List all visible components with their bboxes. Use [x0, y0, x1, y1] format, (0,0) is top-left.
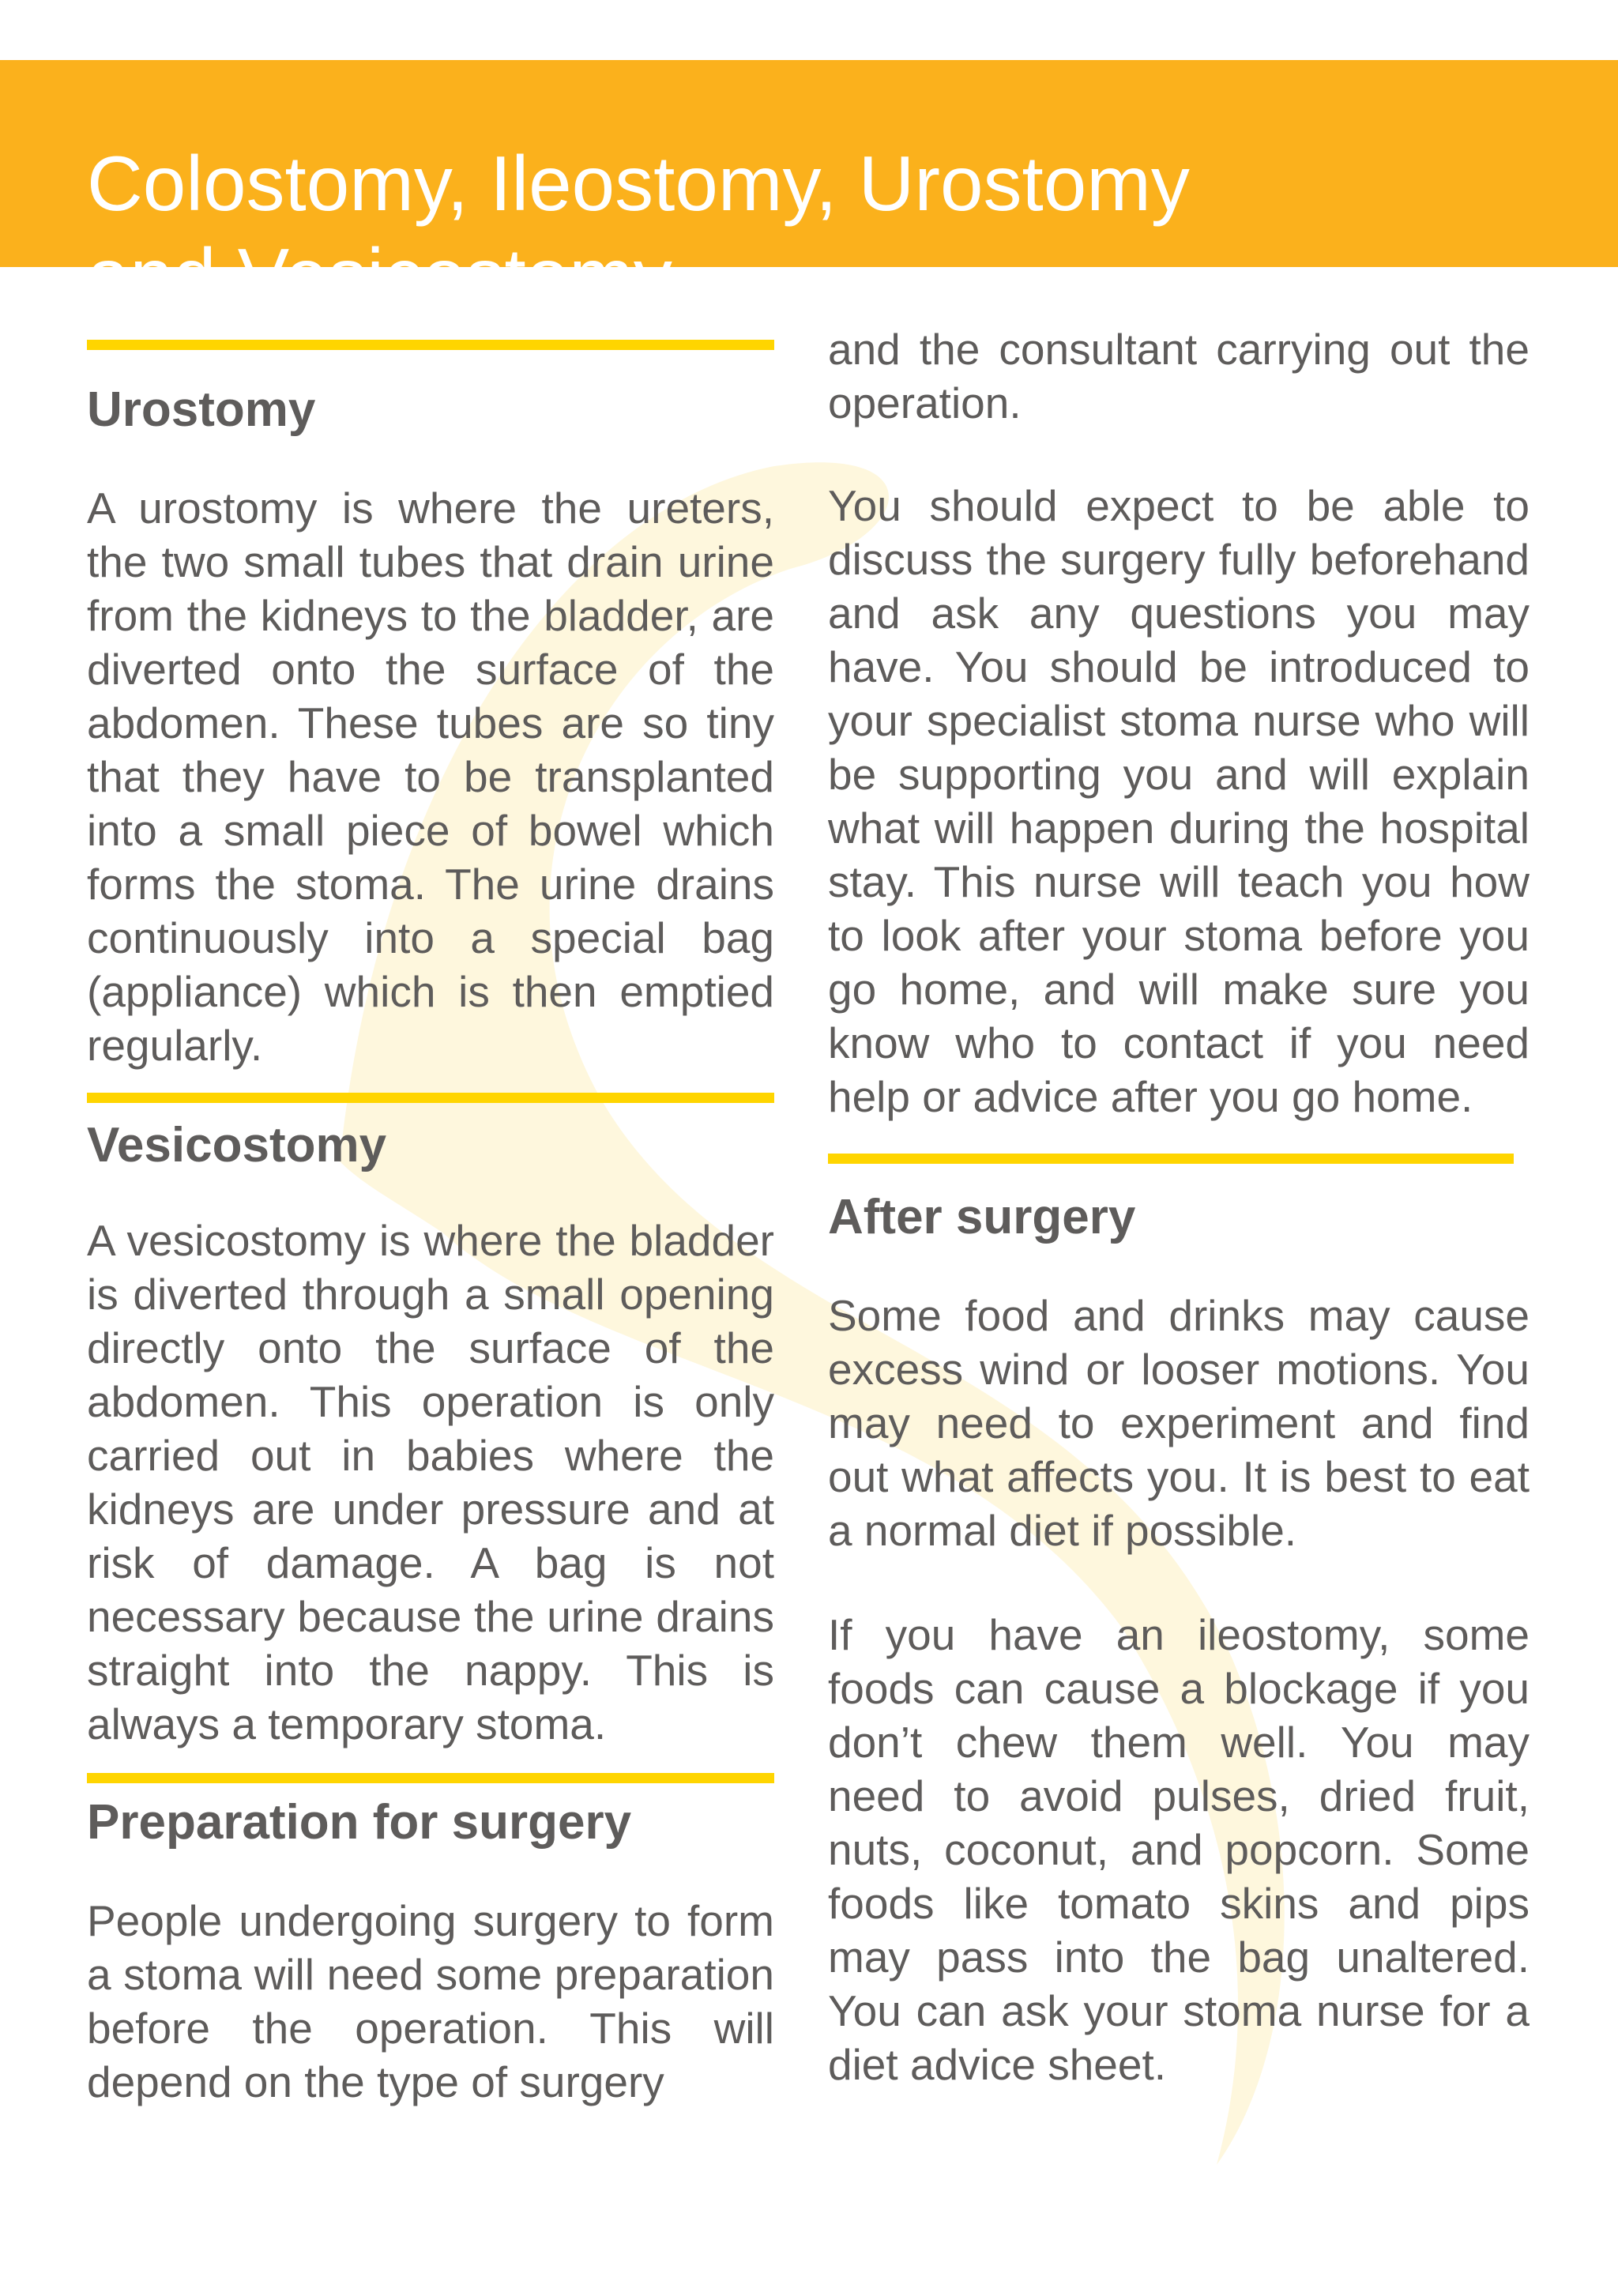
- section-divider: [87, 1093, 774, 1103]
- preparation-continued-paragraph: and the consultant carrying out the operation.: [828, 325, 1530, 427]
- urostomy-heading: Urostomy: [87, 382, 316, 437]
- urostomy-paragraph: A urostomy is where the ureters, the two small tubes that drain urine from the kidneys to the bladder, are diverted onto the surface of the abdomen. These tubes are so tiny that they have to be transplanted into a small piece of bowel which forms the stoma. The urine drains continuously into a special bag (appliance) which is then emptied regularly.: [87, 484, 774, 1070]
- after-surgery-paragraph-2: If you have an ileostomy, some foods can cause a blockage if you don’t chew them well. You may need to avoid pulses, dried fruit, nuts, coconut, and popcorn. Some foods like tomato skins and pips may pass into the bag unaltered. You can ask your stoma nurse for a diet advice sheet.: [828, 1610, 1530, 2089]
- left-column: [87, 340, 774, 2109]
- vesicostomy-paragraph: A vesicostomy is where the bladder is diverted through a small opening directly onto the surface of the abdomen. This operation is only carried out in babies where the kidneys are under pressure and at risk of damage. A bag is not necessary because the urine drains straight into the nappy. This is always a temporary stoma.: [87, 1216, 774, 1748]
- preparation-heading: Preparation for surgery: [87, 1795, 632, 1850]
- section-divider: [87, 1773, 774, 1783]
- right-column: [828, 322, 1530, 2091]
- title-banner: [0, 60, 1618, 319]
- section-divider: [87, 340, 774, 350]
- vesicostomy-heading: Vesicostomy: [87, 1118, 387, 1172]
- after-surgery-heading: After surgery: [828, 1190, 1136, 1244]
- after-surgery-paragraph-1: Some food and drinks may cause excess wind or looser motions. You may need to experiment and find out what affects you. It is best to eat a normal diet if possible.: [828, 1291, 1530, 1555]
- preparation-expectations-paragraph: You should expect to be able to discuss the surgery fully beforehand and ask any questions you may have. You should be introduced to your specialist stoma nurse who will be supporting you and will explain what will happen during the hospital stay. This nurse will teach you how to look after your stoma before you go home, and will make sure you know who to contact if you need help or advice after you go home.: [828, 481, 1530, 1121]
- page-title: Colostomy, Ileostomy, Urostomy and Vesicostomy: [87, 140, 1190, 319]
- section-divider: [828, 1154, 1514, 1164]
- preparation-paragraph: People undergoing surgery to form a stoma will need some preparation before the operation. This will depend on the type of surgery: [87, 1896, 774, 2106]
